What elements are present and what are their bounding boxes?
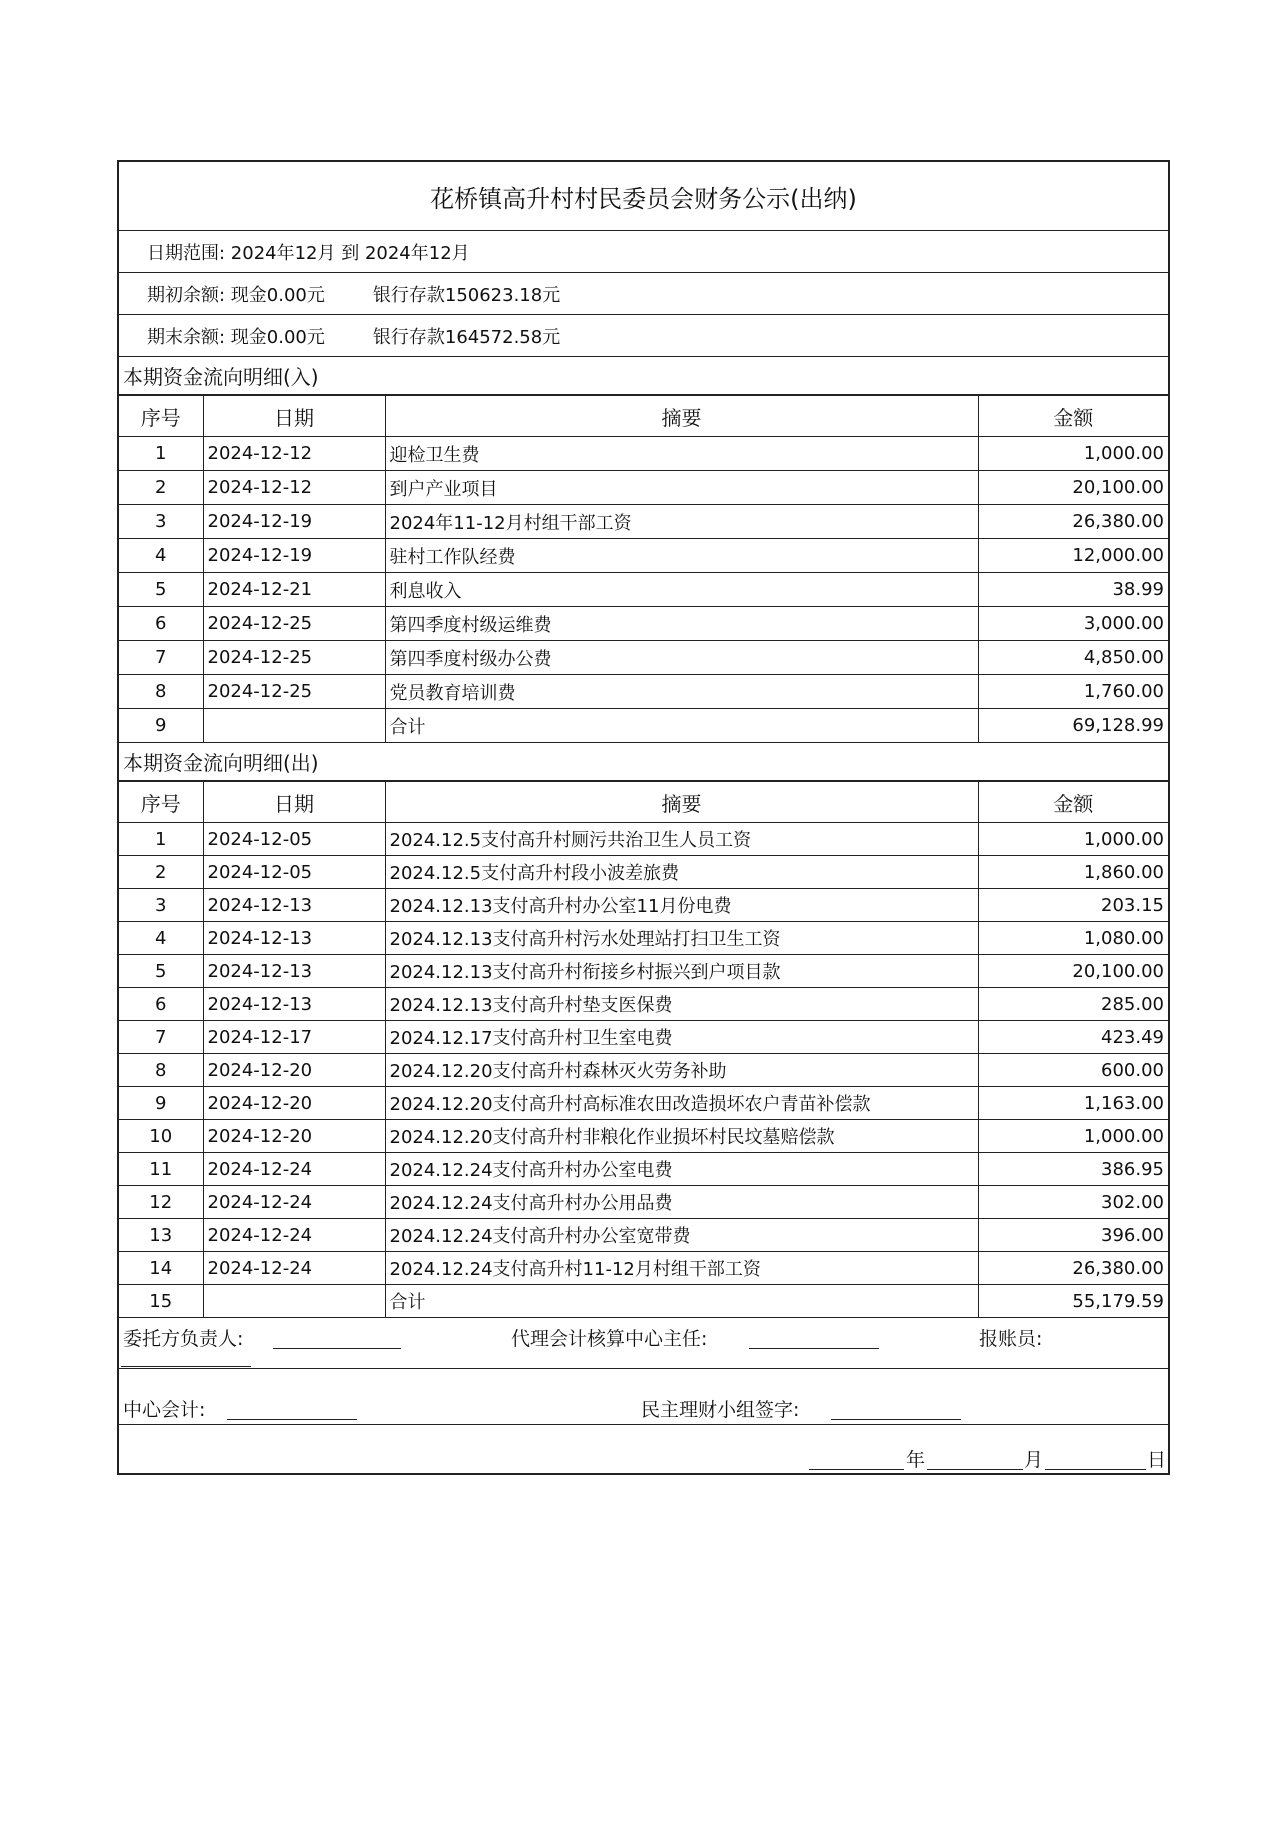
row-date: 2024-12-24 (203, 1186, 385, 1219)
col-header-no: 序号 (119, 396, 203, 437)
row-date: 2024-12-12 (203, 471, 385, 505)
row-summary: 2024年11-12月村组干部工资 (385, 505, 978, 539)
row-amount: 285.00 (978, 988, 1168, 1021)
row-number: 8 (119, 1054, 203, 1087)
finance-group-signature-line[interactable] (831, 1419, 961, 1420)
row-amount: 3,000.00 (978, 607, 1168, 641)
row-summary: 2024.12.17支付高升村卫生室电费 (385, 1021, 978, 1054)
row-date: 2024-12-24 (203, 1252, 385, 1285)
row-number: 10 (119, 1120, 203, 1153)
income-rows (119, 437, 1168, 743)
row-date: 2024-12-25 (203, 675, 385, 709)
col-header-summary: 摘要 (385, 782, 978, 823)
row-number: 14 (119, 1252, 203, 1285)
month-blank-line[interactable] (927, 1469, 1023, 1470)
table-row (119, 988, 1168, 1021)
row-amount: 4,850.00 (978, 641, 1168, 675)
row-date: 2024-12-25 (203, 607, 385, 641)
row-number: 5 (119, 955, 203, 988)
row-summary: 到户产业项目 (385, 471, 978, 505)
row-number: 1 (119, 437, 203, 471)
income-header-row (119, 396, 1168, 437)
table-row (119, 1186, 1168, 1219)
signature-row-2 (119, 1368, 1168, 1424)
table-row (119, 955, 1168, 988)
month-label: 月 (1024, 1449, 1044, 1471)
row-number: 9 (119, 1087, 203, 1120)
closing-bank: 银行存款164572.58元 (372, 326, 561, 348)
table-row (119, 1252, 1168, 1285)
row-summary: 2024.12.5支付高升村段小波差旅费 (385, 856, 978, 889)
row-number: 12 (119, 1186, 203, 1219)
row-amount: 203.15 (978, 889, 1168, 922)
row-amount: 302.00 (978, 1186, 1168, 1219)
row-date: 2024-12-13 (203, 922, 385, 955)
row-date: 2024-12-19 (203, 539, 385, 573)
table-row (119, 1285, 1168, 1318)
table-row (119, 1219, 1168, 1252)
row-summary: 2024.12.24支付高升村办公用品费 (385, 1186, 978, 1219)
row-number: 5 (119, 573, 203, 607)
row-date: 2024-12-21 (203, 573, 385, 607)
col-header-date: 日期 (203, 782, 385, 823)
center-accountant-signature-line[interactable] (227, 1419, 357, 1420)
principal-signature-line[interactable] (273, 1348, 401, 1349)
row-amount: 396.00 (978, 1219, 1168, 1252)
table-row (119, 889, 1168, 922)
row-summary: 2024.12.13支付高升村污水处理站打扫卫生工资 (385, 922, 978, 955)
form-title: 花桥镇高升村村民委员会财务公示(出纳) (119, 162, 1168, 231)
row-number: 11 (119, 1153, 203, 1186)
expense-header-row (119, 782, 1168, 823)
finance-disclosure-form (117, 160, 1170, 1475)
table-row (119, 856, 1168, 889)
table-row (119, 1087, 1168, 1120)
closing-balance-row (119, 315, 1168, 357)
row-amount: 1,760.00 (978, 675, 1168, 709)
year-blank-line[interactable] (809, 1469, 904, 1470)
center-director-label: 代理会计核算中心主任: (511, 1328, 708, 1350)
col-header-summary: 摘要 (385, 396, 978, 437)
table-row (119, 709, 1168, 743)
year-label: 年 (906, 1449, 926, 1471)
table-row (119, 573, 1168, 607)
col-header-no: 序号 (119, 782, 203, 823)
row-summary: 迎检卫生费 (385, 437, 978, 471)
date-range: 日期范围: 2024年12月 到 2024年12月 (147, 242, 470, 264)
row-summary: 2024.12.24支付高升村11-12月村组干部工资 (385, 1252, 978, 1285)
row-amount: 12,000.00 (978, 539, 1168, 573)
table-row (119, 641, 1168, 675)
row-amount: 1,000.00 (978, 1120, 1168, 1153)
row-date: 2024-12-05 (203, 856, 385, 889)
row-number: 15 (119, 1285, 203, 1318)
day-blank-line[interactable] (1045, 1469, 1146, 1470)
principal-label: 委托方负责人: (123, 1328, 244, 1350)
income-table (119, 395, 1168, 743)
row-amount: 26,380.00 (978, 1252, 1168, 1285)
row-amount: 38.99 (978, 573, 1168, 607)
row-number: 7 (119, 641, 203, 675)
row-number: 3 (119, 505, 203, 539)
row-summary: 党员教育培训费 (385, 675, 978, 709)
row-amount: 20,100.00 (978, 955, 1168, 988)
row-number: 2 (119, 471, 203, 505)
center-accountant-label: 中心会计: (123, 1399, 206, 1421)
row-amount: 423.49 (978, 1021, 1168, 1054)
expense-section-label: 本期资金流向明细(出) (119, 743, 1168, 781)
table-row (119, 823, 1168, 856)
signature-row-1 (119, 1318, 1168, 1368)
row-number: 4 (119, 539, 203, 573)
row-date: 2024-12-13 (203, 988, 385, 1021)
row-date: 2024-12-20 (203, 1087, 385, 1120)
row-summary: 2024.12.20支付高升村森林灭火劳务补助 (385, 1054, 978, 1087)
table-row (119, 1054, 1168, 1087)
table-row (119, 437, 1168, 471)
table-row (119, 1021, 1168, 1054)
date-range-row (119, 231, 1168, 273)
finance-group-label: 民主理财小组签字: (641, 1399, 800, 1421)
day-label: 日 (1147, 1449, 1167, 1471)
row-amount: 1,080.00 (978, 922, 1168, 955)
table-row (119, 675, 1168, 709)
row-amount: 55,179.59 (978, 1285, 1168, 1318)
row-amount: 1,000.00 (978, 437, 1168, 471)
row-summary: 利息收入 (385, 573, 978, 607)
row-date (203, 1285, 385, 1318)
date-row (119, 1424, 1168, 1473)
row-date: 2024-12-17 (203, 1021, 385, 1054)
row-summary: 合计 (385, 1285, 978, 1318)
row-date: 2024-12-20 (203, 1120, 385, 1153)
opening-cash: 期初余额: 现金0.00元 (147, 284, 325, 306)
row-summary: 第四季度村级运维费 (385, 607, 978, 641)
table-row (119, 539, 1168, 573)
reimburser-signature-line[interactable] (121, 1366, 251, 1367)
table-row (119, 922, 1168, 955)
row-summary: 2024.12.24支付高升村办公室宽带费 (385, 1219, 978, 1252)
row-summary: 2024.12.5支付高升村厕污共治卫生人员工资 (385, 823, 978, 856)
expense-rows (119, 823, 1168, 1318)
row-summary: 2024.12.24支付高升村办公室电费 (385, 1153, 978, 1186)
row-date: 2024-12-13 (203, 955, 385, 988)
row-number: 2 (119, 856, 203, 889)
table-row (119, 1120, 1168, 1153)
row-number: 7 (119, 1021, 203, 1054)
table-row (119, 1153, 1168, 1186)
row-number: 6 (119, 988, 203, 1021)
row-number: 8 (119, 675, 203, 709)
row-date (203, 709, 385, 743)
row-amount: 69,128.99 (978, 709, 1168, 743)
opening-bank: 银行存款150623.18元 (372, 284, 561, 306)
col-header-date: 日期 (203, 396, 385, 437)
row-date: 2024-12-19 (203, 505, 385, 539)
row-summary: 2024.12.20支付高升村高标准农田改造损坏农户青苗补偿款 (385, 1087, 978, 1120)
row-date: 2024-12-20 (203, 1054, 385, 1087)
expense-table (119, 781, 1168, 1318)
row-summary: 2024.12.13支付高升村垫支医保费 (385, 988, 978, 1021)
row-number: 3 (119, 889, 203, 922)
row-amount: 1,000.00 (978, 823, 1168, 856)
center-director-signature-line[interactable] (749, 1348, 879, 1349)
table-row (119, 471, 1168, 505)
row-date: 2024-12-24 (203, 1219, 385, 1252)
income-section-label: 本期资金流向明细(入) (119, 357, 1168, 395)
row-amount: 386.95 (978, 1153, 1168, 1186)
reimburser-label: 报账员: (979, 1328, 1043, 1350)
row-number: 1 (119, 823, 203, 856)
table-row (119, 607, 1168, 641)
table-row (119, 505, 1168, 539)
row-amount: 26,380.00 (978, 505, 1168, 539)
row-date: 2024-12-05 (203, 823, 385, 856)
row-number: 9 (119, 709, 203, 743)
row-number: 13 (119, 1219, 203, 1252)
row-date: 2024-12-13 (203, 889, 385, 922)
opening-balance-row (119, 273, 1168, 315)
row-summary: 2024.12.13支付高升村衔接乡村振兴到户项目款 (385, 955, 978, 988)
row-amount: 1,163.00 (978, 1087, 1168, 1120)
row-number: 4 (119, 922, 203, 955)
row-summary: 驻村工作队经费 (385, 539, 978, 573)
row-summary: 2024.12.20支付高升村非粮化作业损坏村民坟墓赔偿款 (385, 1120, 978, 1153)
row-date: 2024-12-24 (203, 1153, 385, 1186)
row-number: 6 (119, 607, 203, 641)
row-amount: 20,100.00 (978, 471, 1168, 505)
row-date: 2024-12-12 (203, 437, 385, 471)
row-amount: 1,860.00 (978, 856, 1168, 889)
row-summary: 第四季度村级办公费 (385, 641, 978, 675)
col-header-amount: 金额 (978, 782, 1168, 823)
closing-cash: 期末余额: 现金0.00元 (147, 326, 325, 348)
row-summary: 2024.12.13支付高升村办公室11月份电费 (385, 889, 978, 922)
col-header-amount: 金额 (978, 396, 1168, 437)
row-summary: 合计 (385, 709, 978, 743)
row-amount: 600.00 (978, 1054, 1168, 1087)
row-date: 2024-12-25 (203, 641, 385, 675)
